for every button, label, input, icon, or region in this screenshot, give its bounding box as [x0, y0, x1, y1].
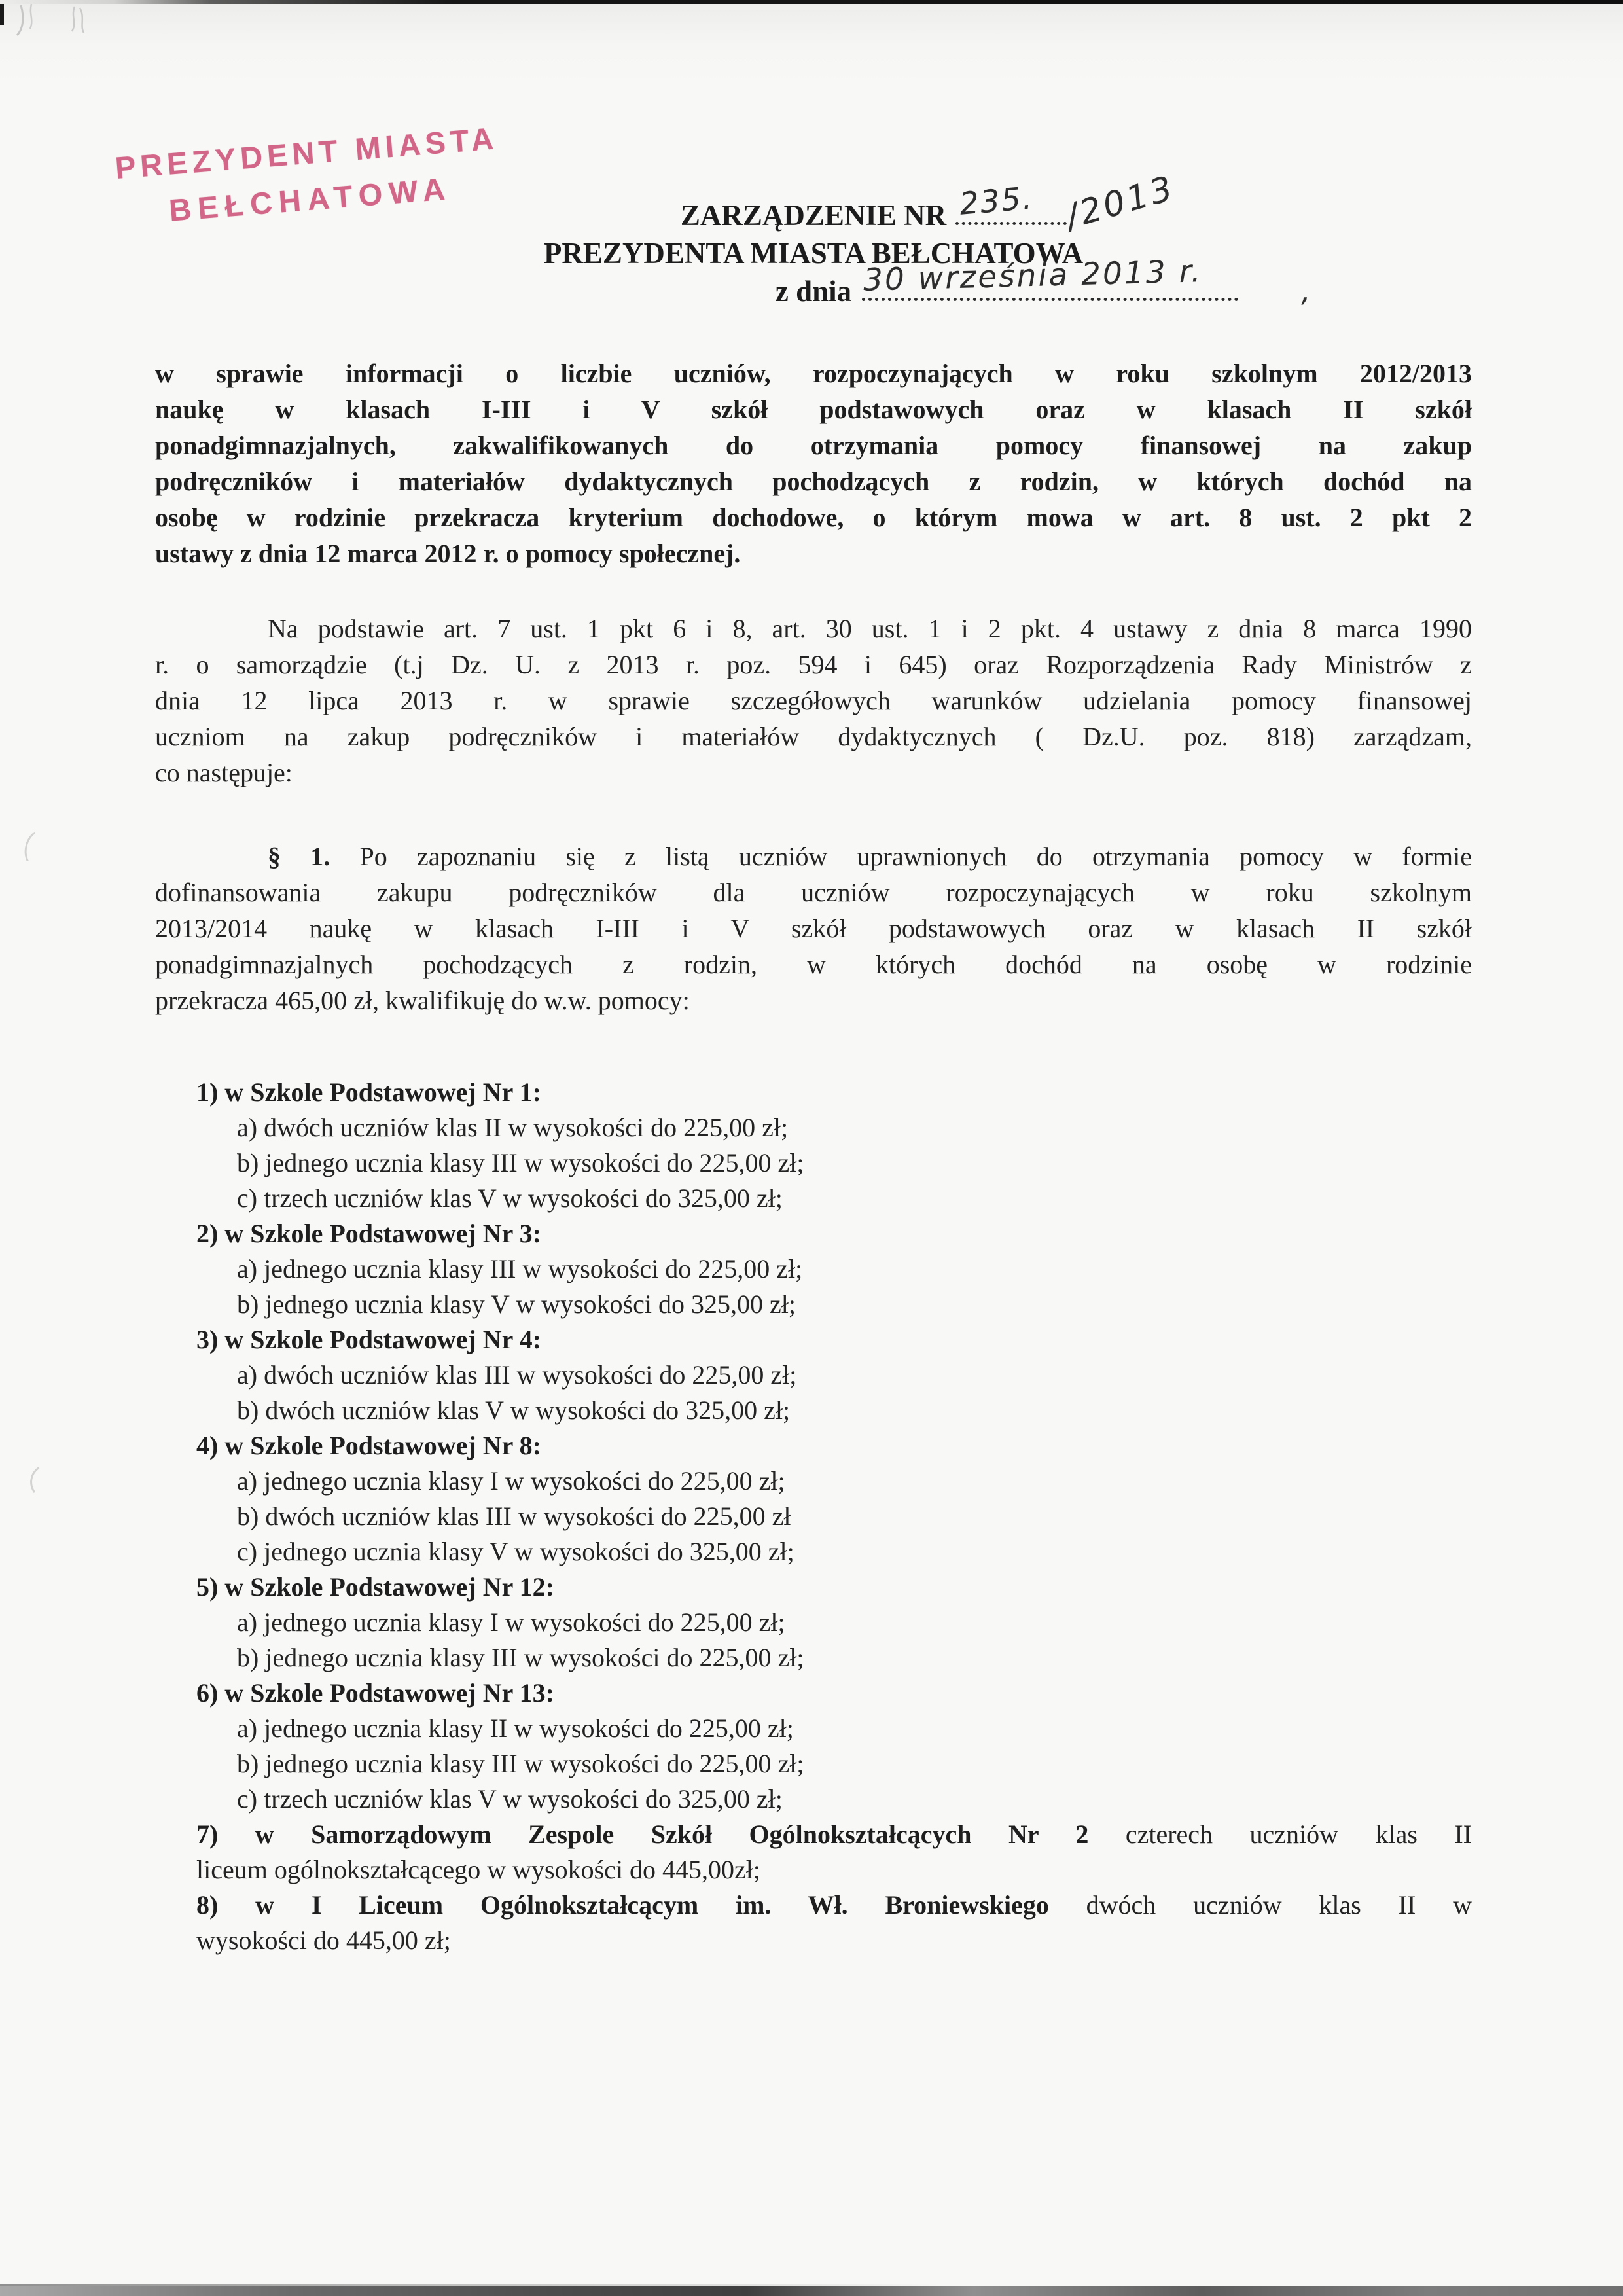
school-sub-item: b) dwóch uczniów klas V w wysokości do 325,00 zł; [237, 1395, 791, 1425]
school-item-paragraph [196, 1817, 1472, 1888]
paragraph-1-line: dofinansowania zakupu podręczników dla uczniów rozpoczynających w roku szkolnym [155, 878, 1472, 907]
paragraph-1 [155, 838, 1472, 1018]
subject-line: ponadgimnazjalnych, zakwalifikowanych do otrzymania pomocy finansowej na zakup [155, 431, 1472, 460]
paragraph-1-label: § 1. [268, 842, 330, 871]
school-item-bold: 7) w Samorządowym Zespole Szkół Ogólnokształcących Nr 2 [196, 1820, 1089, 1849]
legal-line: Na podstawie art. 7 ust. 1 pkt 6 i 8, art. 30 ust. 1 i 2 pkt. 4 ustawy z dnia 8 marca 1990 [268, 614, 1472, 643]
dotted-line-number [955, 180, 1067, 225]
ordinance-number-tail [946, 168, 1180, 237]
paragraph-1-first-line [155, 838, 1472, 874]
school-item-line: wysokości do 445,00 zł; [196, 1926, 451, 1955]
stamp-line2: BEŁCHATOWA [168, 171, 453, 228]
school-item-bold: 8) w I Liceum Ogólnokształcącym im. Wł. Broniewskiego [196, 1890, 1049, 1920]
school-sub-item: c) jednego ucznia klasy V w wysokości do 325,00 zł; [237, 1537, 794, 1566]
school-item-rest: czterech uczniów klas II [1125, 1820, 1472, 1849]
paragraph-1-line: ponadgimnazjalnych pochodzących z rodzin, w których dochód na osobę w rodzinie [155, 950, 1472, 979]
legal-basis-paragraph [155, 611, 1472, 791]
handwritten-date-comma: , [1301, 273, 1311, 308]
scan-edge-top [0, 0, 1623, 4]
subject-line: osobę w rodzinie przekracza kryterium dochodowe, o którym mowa w art. 8 ust. 2 pkt 2 [155, 503, 1472, 532]
school-item-rest: dwóch uczniów klas II w [1086, 1890, 1472, 1920]
school-item-line: liceum ogólnokształcącego w wysokości do 445,00zł; [196, 1855, 761, 1884]
legal-line: r. o samorządzie (t.j Dz. U. z 2013 r. poz. 594 i 645) oraz Rozporządzenia Rady Ministrów z [155, 650, 1472, 679]
school-sub-item: b) jednego ucznia klasy III w wysokości do 225,00 zł; [237, 1749, 804, 1778]
scan-arc-mark [20, 825, 63, 874]
school-item-heading: 2) w Szkole Podstawowej Nr 3: [196, 1219, 541, 1248]
school-sub-item: a) jednego ucznia klasy III w wysokości do 225,00 zł; [237, 1254, 803, 1283]
title-issuer: PREZYDENTA MIASTA BEŁCHATOWA [543, 237, 1084, 270]
subject-line: podręczników i materiałów dydaktycznych pochodzących z rodzin, w których dochód na [155, 467, 1472, 496]
school-sub-item: a) dwóch uczniów klas III w wysokości do 225,00 zł; [237, 1360, 797, 1390]
paragraph-1-line: przekracza 465,00 zł, kwalifikuję do w.w. pomocy: [155, 986, 690, 1015]
school-item-heading: 5) w Szkole Podstawowej Nr 12: [196, 1572, 554, 1602]
handwritten-number: 235. [957, 180, 1035, 223]
ordinance-number-label: ZARZĄDZENIE NR [680, 199, 947, 232]
legal-line: uczniom na zakup podręczników i materiałów dydaktycznych ( Dz.U. poz. 818) zarządzam, [155, 722, 1472, 751]
paragraph-1-line: 2013/2014 naukę w klasach I-III i V szkół podstawowych oraz w klasach II szkół [155, 914, 1472, 943]
stamp-line1: PREZYDENT MIASTA [114, 120, 499, 186]
subject-line: naukę w klasach I-III i V szkół podstawowych oraz w klasach II szkół [155, 395, 1472, 424]
school-sub-item: b) dwóch uczniów klas III w wysokości do 225,00 zł [237, 1501, 791, 1531]
subject-line: ustawy z dnia 12 marca 2012 r. o pomocy społecznej. [155, 539, 741, 568]
school-sub-item: b) jednego ucznia klasy III w wysokości do 225,00 zł; [237, 1643, 804, 1672]
paragraph-1-text: Po zapoznaniu się z listą uczniów uprawnionych do otrzymania pomocy w formie [359, 842, 1472, 871]
date-tail [851, 253, 1311, 310]
school-item-heading: 4) w Szkole Podstawowej Nr 8: [196, 1431, 541, 1460]
scan-corner-mark [0, 4, 4, 25]
school-item-line [196, 1888, 1472, 1923]
scan-edge-bottom [0, 2286, 1623, 2296]
school-sub-item: c) trzech uczniów klas V w wysokości do 325,00 zł; [237, 1784, 783, 1814]
school-item-heading: 1) w Szkole Podstawowej Nr 1: [196, 1077, 541, 1107]
title-block [155, 168, 1472, 310]
school-sub-item: b) jednego ucznia klasy V w wysokości do 325,00 zł; [237, 1289, 796, 1319]
school-item-paragraph [196, 1888, 1472, 1958]
ordinance-number-line [155, 168, 1472, 237]
school-sub-item: a) jednego ucznia klasy I w wysokości do 225,00 zł; [237, 1466, 785, 1496]
legal-line: dnia 12 lipca 2013 r. w sprawie szczegółowych warunków udzielania pomocy finansowej [155, 686, 1472, 715]
date-label: z dnia [775, 275, 852, 308]
legal-line: co następuje: [155, 758, 293, 787]
schools-list [196, 1075, 1472, 1958]
school-item-heading: 6) w Szkole Podstawowej Nr 13: [196, 1678, 554, 1708]
school-item-heading: 3) w Szkole Podstawowej Nr 4: [196, 1325, 541, 1354]
school-sub-item: a) jednego ucznia klasy I w wysokości do 225,00 zł; [237, 1607, 785, 1637]
school-sub-item: a) dwóch uczniów klas II w wysokości do 225,00 zł; [237, 1113, 789, 1142]
school-sub-item: c) trzech uczniów klas V w wysokości do 325,00 zł; [237, 1183, 783, 1213]
scan-arc-mark [27, 1460, 73, 1505]
handwritten-year: /2013 [1061, 168, 1180, 237]
school-sub-item: a) jednego ucznia klasy II w wysokości do 225,00 zł; [237, 1713, 794, 1743]
school-sub-item: b) jednego ucznia klasy III w wysokości do 225,00 zł; [237, 1148, 804, 1177]
handwritten-date: 30 września 2013 r. [863, 253, 1204, 298]
subject-line: w sprawie informacji o liczbie uczniów, rozpoczynających w roku szkolnym 2012/2013 [155, 359, 1472, 388]
dotted-line-date [862, 253, 1238, 301]
school-item-line [196, 1817, 1472, 1852]
subject-paragraph [155, 355, 1472, 571]
pencil-scribble [12, 0, 143, 72]
